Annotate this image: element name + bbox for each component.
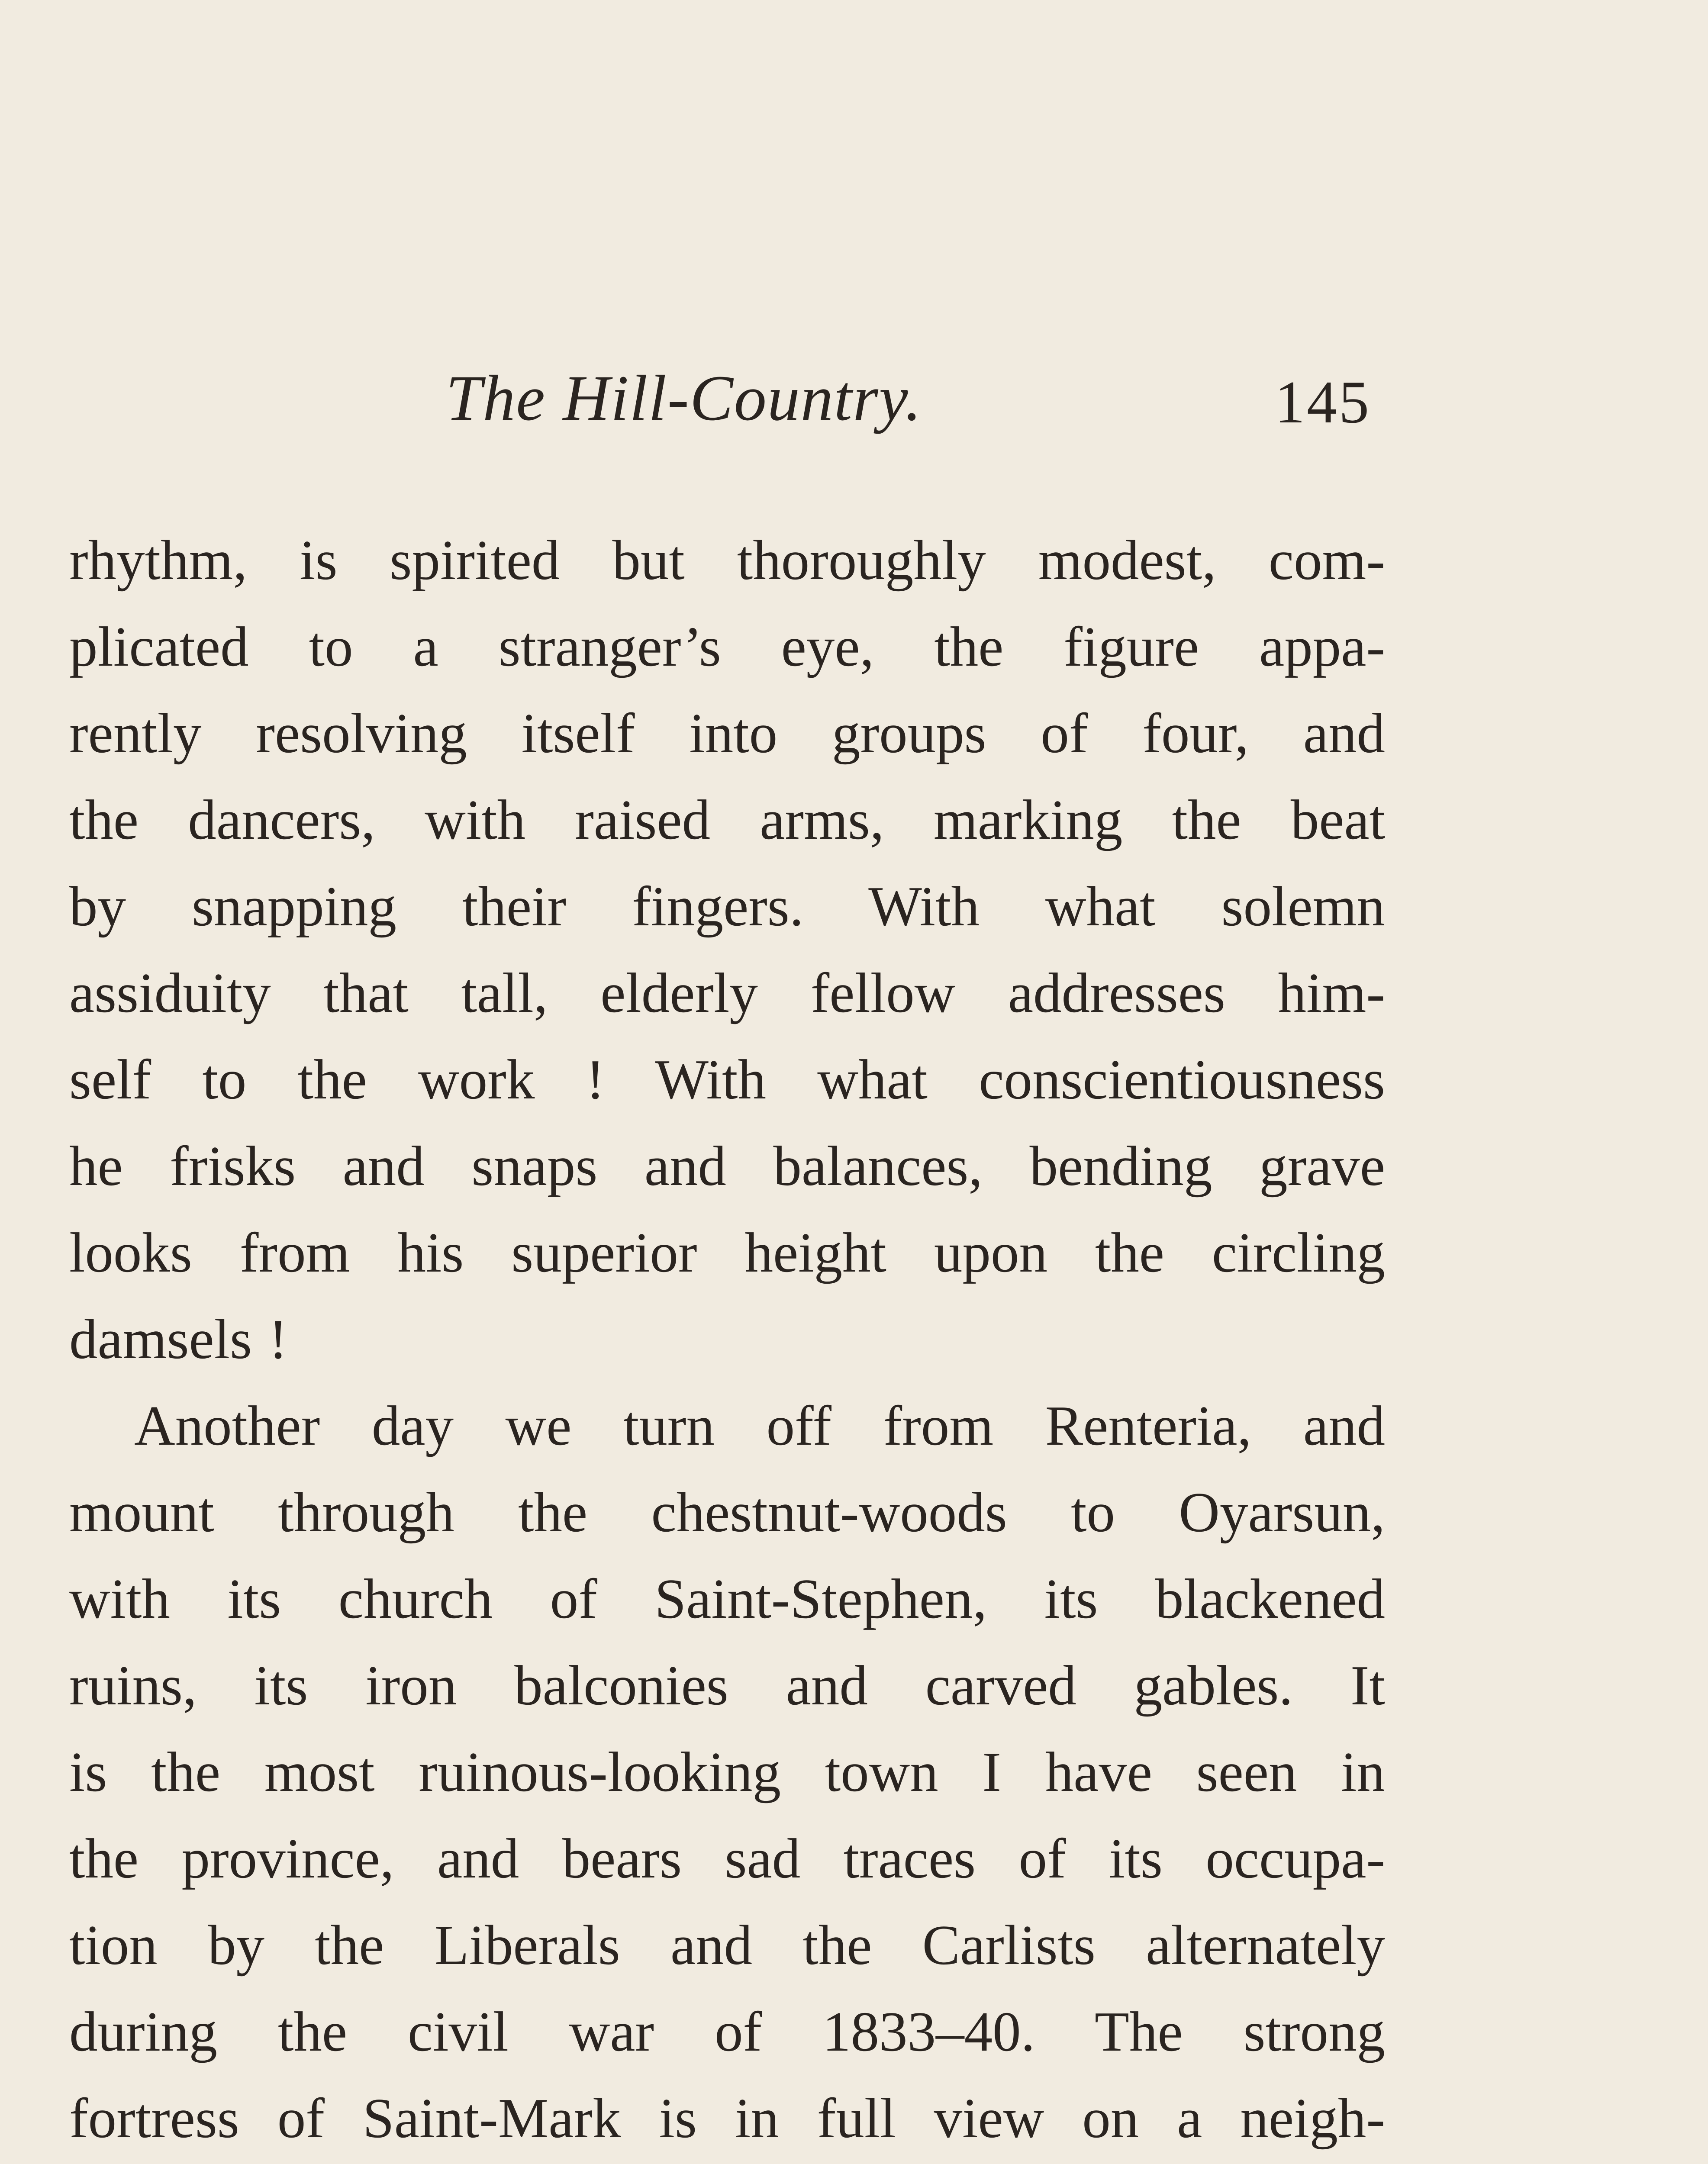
text-line: mount through the chestnut-woods to Oyarsun,	[69, 1481, 1385, 1544]
text-line: is the most ruinous-looking town I have seen in	[69, 1741, 1385, 1803]
text-line: looks from his superior height upon the circling	[69, 1221, 1385, 1284]
running-head	[0, 355, 1708, 441]
text-line: rently resolving itself into groups of four, and	[69, 702, 1385, 765]
text-line: damsels !	[69, 1308, 288, 1371]
text-line	[69, 2162, 1385, 2164]
text-line: ruins, its iron balconies and carved gables. It	[69, 1654, 1385, 1717]
running-title: The Hill-Country.	[446, 362, 922, 434]
text-line: by snapping their fingers. With what solemn	[69, 875, 1385, 938]
text-line: assiduity that tall, elderly fellow addresses him-	[69, 962, 1385, 1024]
text-line: the province, and bears sad traces of its occupa-	[69, 1827, 1385, 1890]
text-line: he frisks and snaps and balances, bending grave	[69, 1135, 1385, 1198]
text-line: the dancers, with raised arms, marking the beat	[69, 789, 1385, 851]
text-line: tion by the Liberals and the Carlists alternately	[69, 1914, 1385, 1977]
text-line: self to the work ! With what conscientiousness	[69, 1048, 1385, 1111]
page-number: 145	[1275, 369, 1371, 436]
text-line: during the civil war of 1833–40. The strong	[69, 2000, 1385, 2063]
text-line: fortress of Saint-Mark is in full view on a neigh-	[69, 2087, 1385, 2150]
text-line: Another day we turn off from Renteria, and	[134, 1394, 1385, 1457]
text-line: rhythm, is spirited but thoroughly modest, com-	[69, 529, 1385, 592]
body-text	[69, 517, 1385, 2164]
text-line: plicated to a stranger’s eye, the figure appa-	[69, 615, 1385, 678]
text-line: with its church of Saint-Stephen, its blackened	[69, 1568, 1385, 1630]
